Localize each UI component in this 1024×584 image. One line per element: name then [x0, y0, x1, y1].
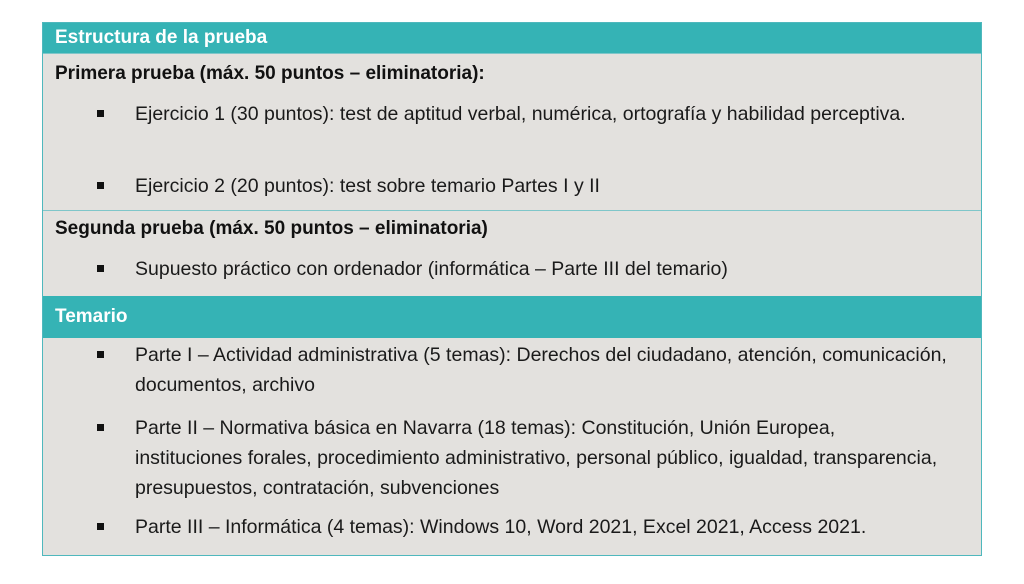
header-temario — [43, 296, 981, 338]
header-estructura-label: Estructura de la prueba — [55, 27, 268, 48]
list-item-text: Parte II – Normativa básica en Navarra (18 temas): Constitución, Unión Europea, instituciones forales, procedimiento administrativo, personal público, igualdad, transparencia, presupuestos, contratación, subvenciones — [135, 417, 938, 499]
header-temario-label: Temario — [55, 306, 128, 327]
exam-structure-table — [42, 22, 982, 556]
list-item — [97, 512, 947, 542]
bullet-icon — [97, 182, 104, 189]
segunda-prueba-title: Segunda prueba (máx. 50 puntos – eliminatoria) — [55, 218, 488, 239]
bullet-icon — [97, 351, 104, 358]
list-item — [97, 413, 947, 503]
list-item-text: Parte I – Actividad administrativa (5 temas): Derechos del ciudadano, atención, comunicación, documentos, archivo — [135, 344, 947, 396]
bullet-icon — [97, 110, 104, 117]
list-item-text: Supuesto práctico con ordenador (informática – Parte III del temario) — [135, 258, 728, 280]
list-item-text: Ejercicio 2 (20 puntos): test sobre temario Partes I y II — [135, 175, 600, 197]
bullet-icon — [97, 424, 104, 431]
section-segunda-prueba — [43, 210, 981, 296]
list-item — [97, 171, 947, 201]
primera-prueba-title: Primera prueba (máx. 50 puntos – eliminatoria): — [55, 63, 485, 84]
list-item — [97, 340, 947, 400]
header-estructura — [43, 23, 981, 53]
list-item — [97, 254, 947, 284]
list-item-text: Parte III – Informática (4 temas): Windows 10, Word 2021, Excel 2021, Access 2021. — [135, 516, 867, 538]
section-primera-prueba — [43, 53, 981, 210]
list-item-text: Ejercicio 1 (30 puntos): test de aptitud verbal, numérica, ortografía y habilidad perceptiva. — [135, 103, 906, 125]
section-temario — [43, 338, 981, 555]
bullet-icon — [97, 523, 104, 530]
bullet-icon — [97, 265, 104, 272]
list-item — [97, 99, 947, 129]
